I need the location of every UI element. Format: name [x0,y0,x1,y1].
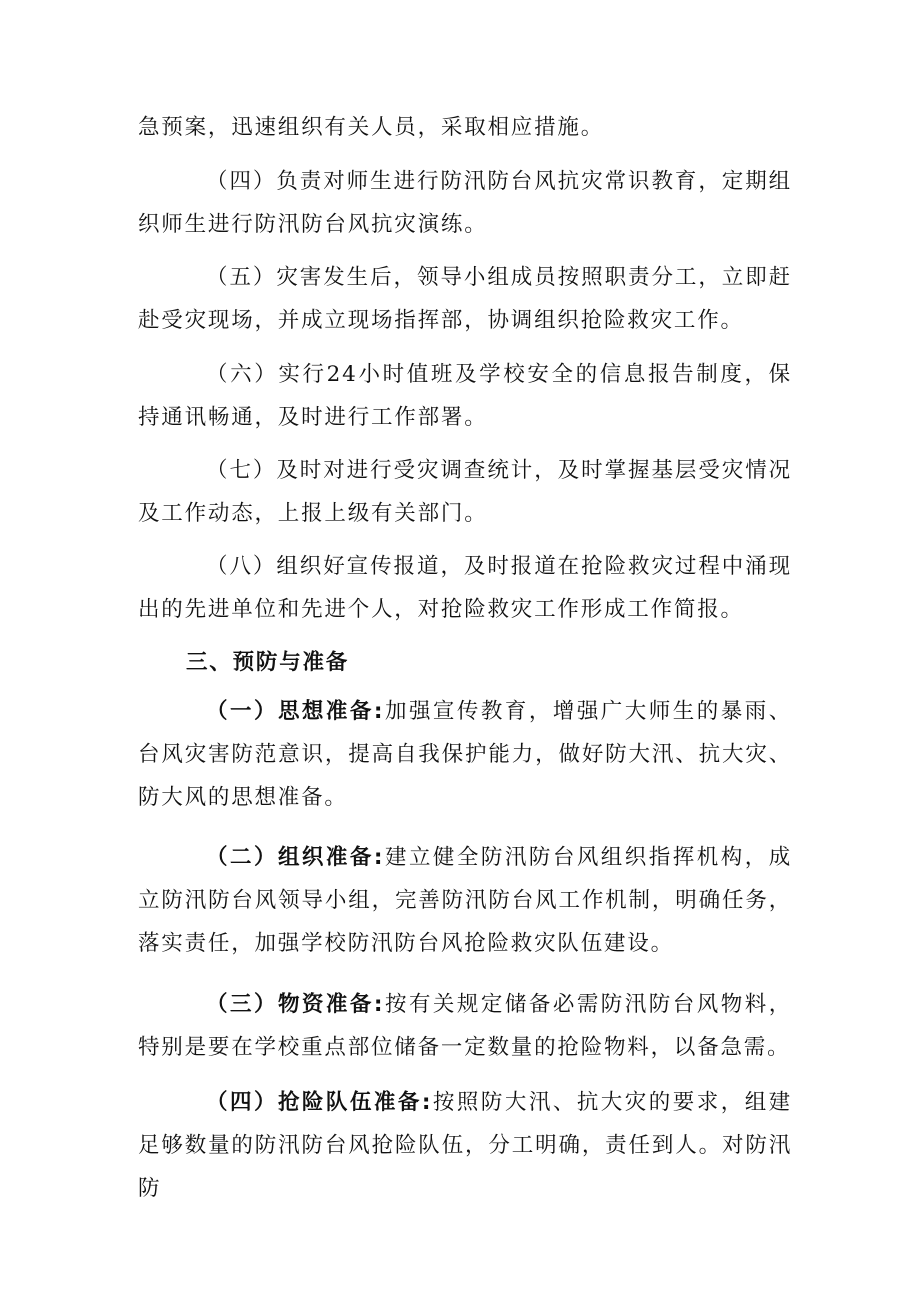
paragraph-continuation: 急预案，迅速组织有关人员，采取相应措施。 [138,115,605,140]
paragraph-item-7: （七）及时对进行受灾调查统计，及时掌握基层受灾情况及工作动态，上报上级有关部门。 [138,458,792,526]
prep-item-3-text: 按有关规定储备必需防汛防台风物料，特别是要在学校重点部位储备一定数量的抢险物料，以备急需。 [138,992,792,1060]
prep-item-2-text: 建立健全防汛防台风组织指挥机构，成立防汛防台风领导小组，完善防汛防台风工作机制，明确任务，落实责任，加强学校防汛防台风抢险救灾队伍建设。 [138,845,792,956]
paragraph-item-5: （五）灾害发生后，领导小组成员按照职责分工，立即赶赴受灾现场，并成立现场指挥部，协调组织抢险救灾工作。 [138,265,792,333]
prep-item-2 [138,836,792,965]
prep-item-4 [138,1081,792,1210]
paragraph-item-8: （八）组织好宣传报道，及时报道在抢险救灾过程中涌现出的先进单位和先进个人，对抢险救灾工作形成工作简报。 [138,554,792,622]
prep-item-3-label: （三）物资准备: [206,992,385,1017]
prep-item-4-text: 按照防大汛、抗大灾的要求，组建足够数量的防汛防台风抢险队伍，分工明确，责任到人。对防汛防 [138,1090,792,1201]
prep-item-4-label: （四）抢险队伍准备: [206,1090,433,1115]
section-heading: 三、预防与准备 [186,650,350,675]
prep-item-2-label: （二）组织准备: [206,845,385,870]
paragraph-item-6: （六）实行24小时值班及学校安全的信息报告制度，保持通讯畅通，及时进行工作部署。 [138,362,792,430]
paragraph-item-4: （四）负责对师生进行防汛防台风抗灾常识教育，定期组织师生进行防汛防台风抗灾演练。 [138,169,792,237]
prep-item-3 [138,983,792,1069]
prep-item-1-text: 加强宣传教育，增强广大师生的暴雨、台风灾害防范意识，提高自我保护能力，做好防大汛、抗大灾、防大风的思想准备。 [138,699,792,810]
prep-item-1 [138,690,792,819]
prep-item-1-label: （一）思想准备: [206,699,385,724]
